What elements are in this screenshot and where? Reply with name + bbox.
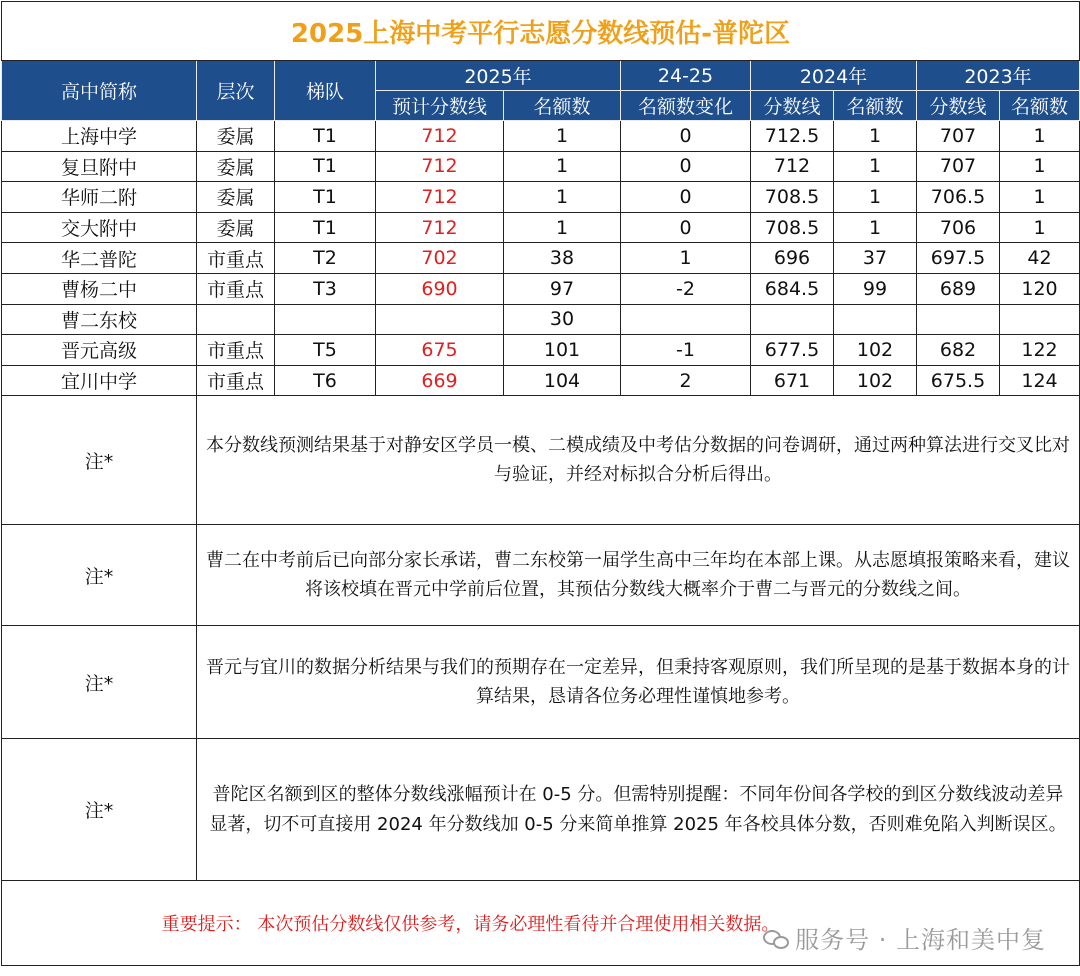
note-row [2, 739, 1080, 881]
table-row [2, 182, 1080, 213]
subheader-score-2024: 分数线 [751, 91, 834, 121]
subheader-quota-2024: 名额数 [834, 91, 917, 121]
cell-quota: 104 [504, 365, 621, 396]
wechat-icon [763, 928, 789, 948]
header-24-25: 24-25 [621, 61, 751, 91]
cell-quota: 97 [504, 273, 621, 304]
note-text: 普陀区名额到区的整体分数线涨幅预计在 0-5 分。但需特别提醒：不同年份间各学校的到区分数线波动差异显著，切不可直接用 2024 年分数线加 0-5 分来简单推算 2025 年各校具体分数，否则难免陷入判断误区。 [197, 739, 1080, 881]
cell-quota-2023: 1 [1000, 121, 1080, 152]
table-row [2, 212, 1080, 243]
cell-tier: T1 [275, 151, 376, 182]
cell-level: 委属 [197, 121, 275, 152]
cell-score-2024: 677.5 [751, 335, 834, 366]
wechat-account-label: 服务号 · 上海和美中复 [795, 926, 1046, 954]
cell-quota: 101 [504, 335, 621, 366]
cell-change [621, 304, 751, 335]
cell-level: 市重点 [197, 365, 275, 396]
note-text: 本分数线预测结果基于对静安区学员一模、二模成绩及中考估分数据的问卷调研，通过两种算法进行交叉比对与验证，并经对标拟合分析后得出。 [197, 396, 1080, 525]
cell-quota: 1 [504, 182, 621, 213]
cell-score-2023: 706.5 [917, 182, 1000, 213]
cell-score-2024: 708.5 [751, 182, 834, 213]
cell-quota-2023: 1 [1000, 182, 1080, 213]
table-row [2, 243, 1080, 274]
note-label: 注* [2, 739, 197, 881]
cell-tier: T2 [275, 243, 376, 274]
cell-tier: T1 [275, 212, 376, 243]
subheader-score-2023: 分数线 [917, 91, 1000, 121]
cell-tier: T5 [275, 335, 376, 366]
cell-level: 委属 [197, 182, 275, 213]
header-2023: 2023年 [917, 61, 1080, 91]
cell-score-2023: 707 [917, 121, 1000, 152]
header-2025: 2025年 [376, 61, 621, 91]
cell-level [197, 304, 275, 335]
note-label: 注* [2, 626, 197, 739]
cell-change: 0 [621, 182, 751, 213]
cell-change: 1 [621, 243, 751, 274]
cell-tier: T1 [275, 121, 376, 152]
cell-quota-2023: 1 [1000, 212, 1080, 243]
cell-school: 交大附中 [2, 212, 197, 243]
subheader-pred-score: 预计分数线 [376, 91, 504, 121]
note-text: 曹二在中考前后已向部分家长承诺，曹二东校第一届学生高中三年均在本部上课。从志愿填报策略来看，建议将该校填在晋元中学前后位置，其预估分数线大概率介于曹二与晋元的分数线之间。 [197, 525, 1080, 626]
note-label: 注* [2, 525, 197, 626]
note-label: 注* [2, 396, 197, 525]
cell-score-2023 [917, 304, 1000, 335]
wechat-watermark [763, 920, 1046, 955]
cell-quota-2024: 102 [834, 335, 917, 366]
cell-quota-2024 [834, 304, 917, 335]
cell-score-2023: 682 [917, 335, 1000, 366]
cell-quota: 1 [504, 151, 621, 182]
cell-quota: 30 [504, 304, 621, 335]
table-row [2, 365, 1080, 396]
cell-score-2023: 675.5 [917, 365, 1000, 396]
cell-change: -2 [621, 273, 751, 304]
cell-school: 晋元高级 [2, 335, 197, 366]
cell-score-2024: 712.5 [751, 121, 834, 152]
cell-pred-score: 712 [376, 182, 504, 213]
header-2024: 2024年 [751, 61, 917, 91]
cell-level: 市重点 [197, 273, 275, 304]
cell-pred-score: 712 [376, 151, 504, 182]
cell-quota-2024: 37 [834, 243, 917, 274]
cell-score-2024: 708.5 [751, 212, 834, 243]
cell-level: 市重点 [197, 243, 275, 274]
cell-quota-2024: 102 [834, 365, 917, 396]
cell-pred-score [376, 304, 504, 335]
note-row [2, 626, 1080, 739]
table-row [2, 121, 1080, 152]
subheader-quota-change: 名额数变化 [621, 91, 751, 121]
cell-score-2024: 671 [751, 365, 834, 396]
cell-pred-score: 702 [376, 243, 504, 274]
cell-quota: 1 [504, 212, 621, 243]
subheader-quota-2023: 名额数 [1000, 91, 1080, 121]
cell-quota-2024: 1 [834, 121, 917, 152]
cell-school: 曹二东校 [2, 304, 197, 335]
cell-score-2024: 684.5 [751, 273, 834, 304]
cell-score-2023: 706 [917, 212, 1000, 243]
cell-quota-2023: 120 [1000, 273, 1080, 304]
cell-quota-2023: 124 [1000, 365, 1080, 396]
header-level: 层次 [197, 61, 275, 121]
cell-quota-2023: 122 [1000, 335, 1080, 366]
cell-tier: T3 [275, 273, 376, 304]
cell-pred-score: 690 [376, 273, 504, 304]
cell-pred-score: 669 [376, 365, 504, 396]
cell-change: 0 [621, 151, 751, 182]
cell-change: 0 [621, 121, 751, 152]
cell-tier [275, 304, 376, 335]
header-school: 高中简称 [2, 61, 197, 121]
table-row [2, 273, 1080, 304]
cell-tier: T6 [275, 365, 376, 396]
cell-school: 华师二附 [2, 182, 197, 213]
note-text: 晋元与宜川的数据分析结果与我们的预期存在一定差异，但秉持客观原则，我们所呈现的是基于数据本身的计算结果，恳请各位务必理性谨慎地参考。 [197, 626, 1080, 739]
cell-quota: 1 [504, 121, 621, 152]
cell-score-2024: 712 [751, 151, 834, 182]
cell-quota: 38 [504, 243, 621, 274]
cell-school: 华二普陀 [2, 243, 197, 274]
cell-tier: T1 [275, 182, 376, 213]
cell-level: 委属 [197, 212, 275, 243]
subheader-quota-2025: 名额数 [504, 91, 621, 121]
score-table [1, 1, 1080, 966]
table-title: 2025上海中考平行志愿分数线预估-普陀区 [2, 2, 1080, 61]
cell-score-2024: 696 [751, 243, 834, 274]
cell-pred-score: 712 [376, 121, 504, 152]
important-notice: 重要提示： 本次预估分数线仅供参考，请务必理性看待并合理使用相关数据。 [2, 881, 1080, 966]
cell-school: 曹杨二中 [2, 273, 197, 304]
table-row [2, 151, 1080, 182]
cell-quota-2024: 1 [834, 151, 917, 182]
table-row [2, 335, 1080, 366]
cell-score-2023: 689 [917, 273, 1000, 304]
cell-quota-2023: 1 [1000, 151, 1080, 182]
note-row [2, 525, 1080, 626]
note-row [2, 396, 1080, 525]
cell-school: 上海中学 [2, 121, 197, 152]
cell-quota-2023: 42 [1000, 243, 1080, 274]
cell-level: 市重点 [197, 335, 275, 366]
cell-quota-2024: 1 [834, 182, 917, 213]
cell-quota-2024: 99 [834, 273, 917, 304]
header-tier: 梯队 [275, 61, 376, 121]
cell-change: 2 [621, 365, 751, 396]
cell-change: -1 [621, 335, 751, 366]
cell-score-2024 [751, 304, 834, 335]
cell-pred-score: 675 [376, 335, 504, 366]
cell-quota-2024: 1 [834, 212, 917, 243]
cell-school: 复旦附中 [2, 151, 197, 182]
table-row [2, 304, 1080, 335]
cell-score-2023: 697.5 [917, 243, 1000, 274]
cell-quota-2023 [1000, 304, 1080, 335]
cell-school: 宜川中学 [2, 365, 197, 396]
cell-pred-score: 712 [376, 212, 504, 243]
cell-level: 委属 [197, 151, 275, 182]
cell-change: 0 [621, 212, 751, 243]
cell-score-2023: 707 [917, 151, 1000, 182]
